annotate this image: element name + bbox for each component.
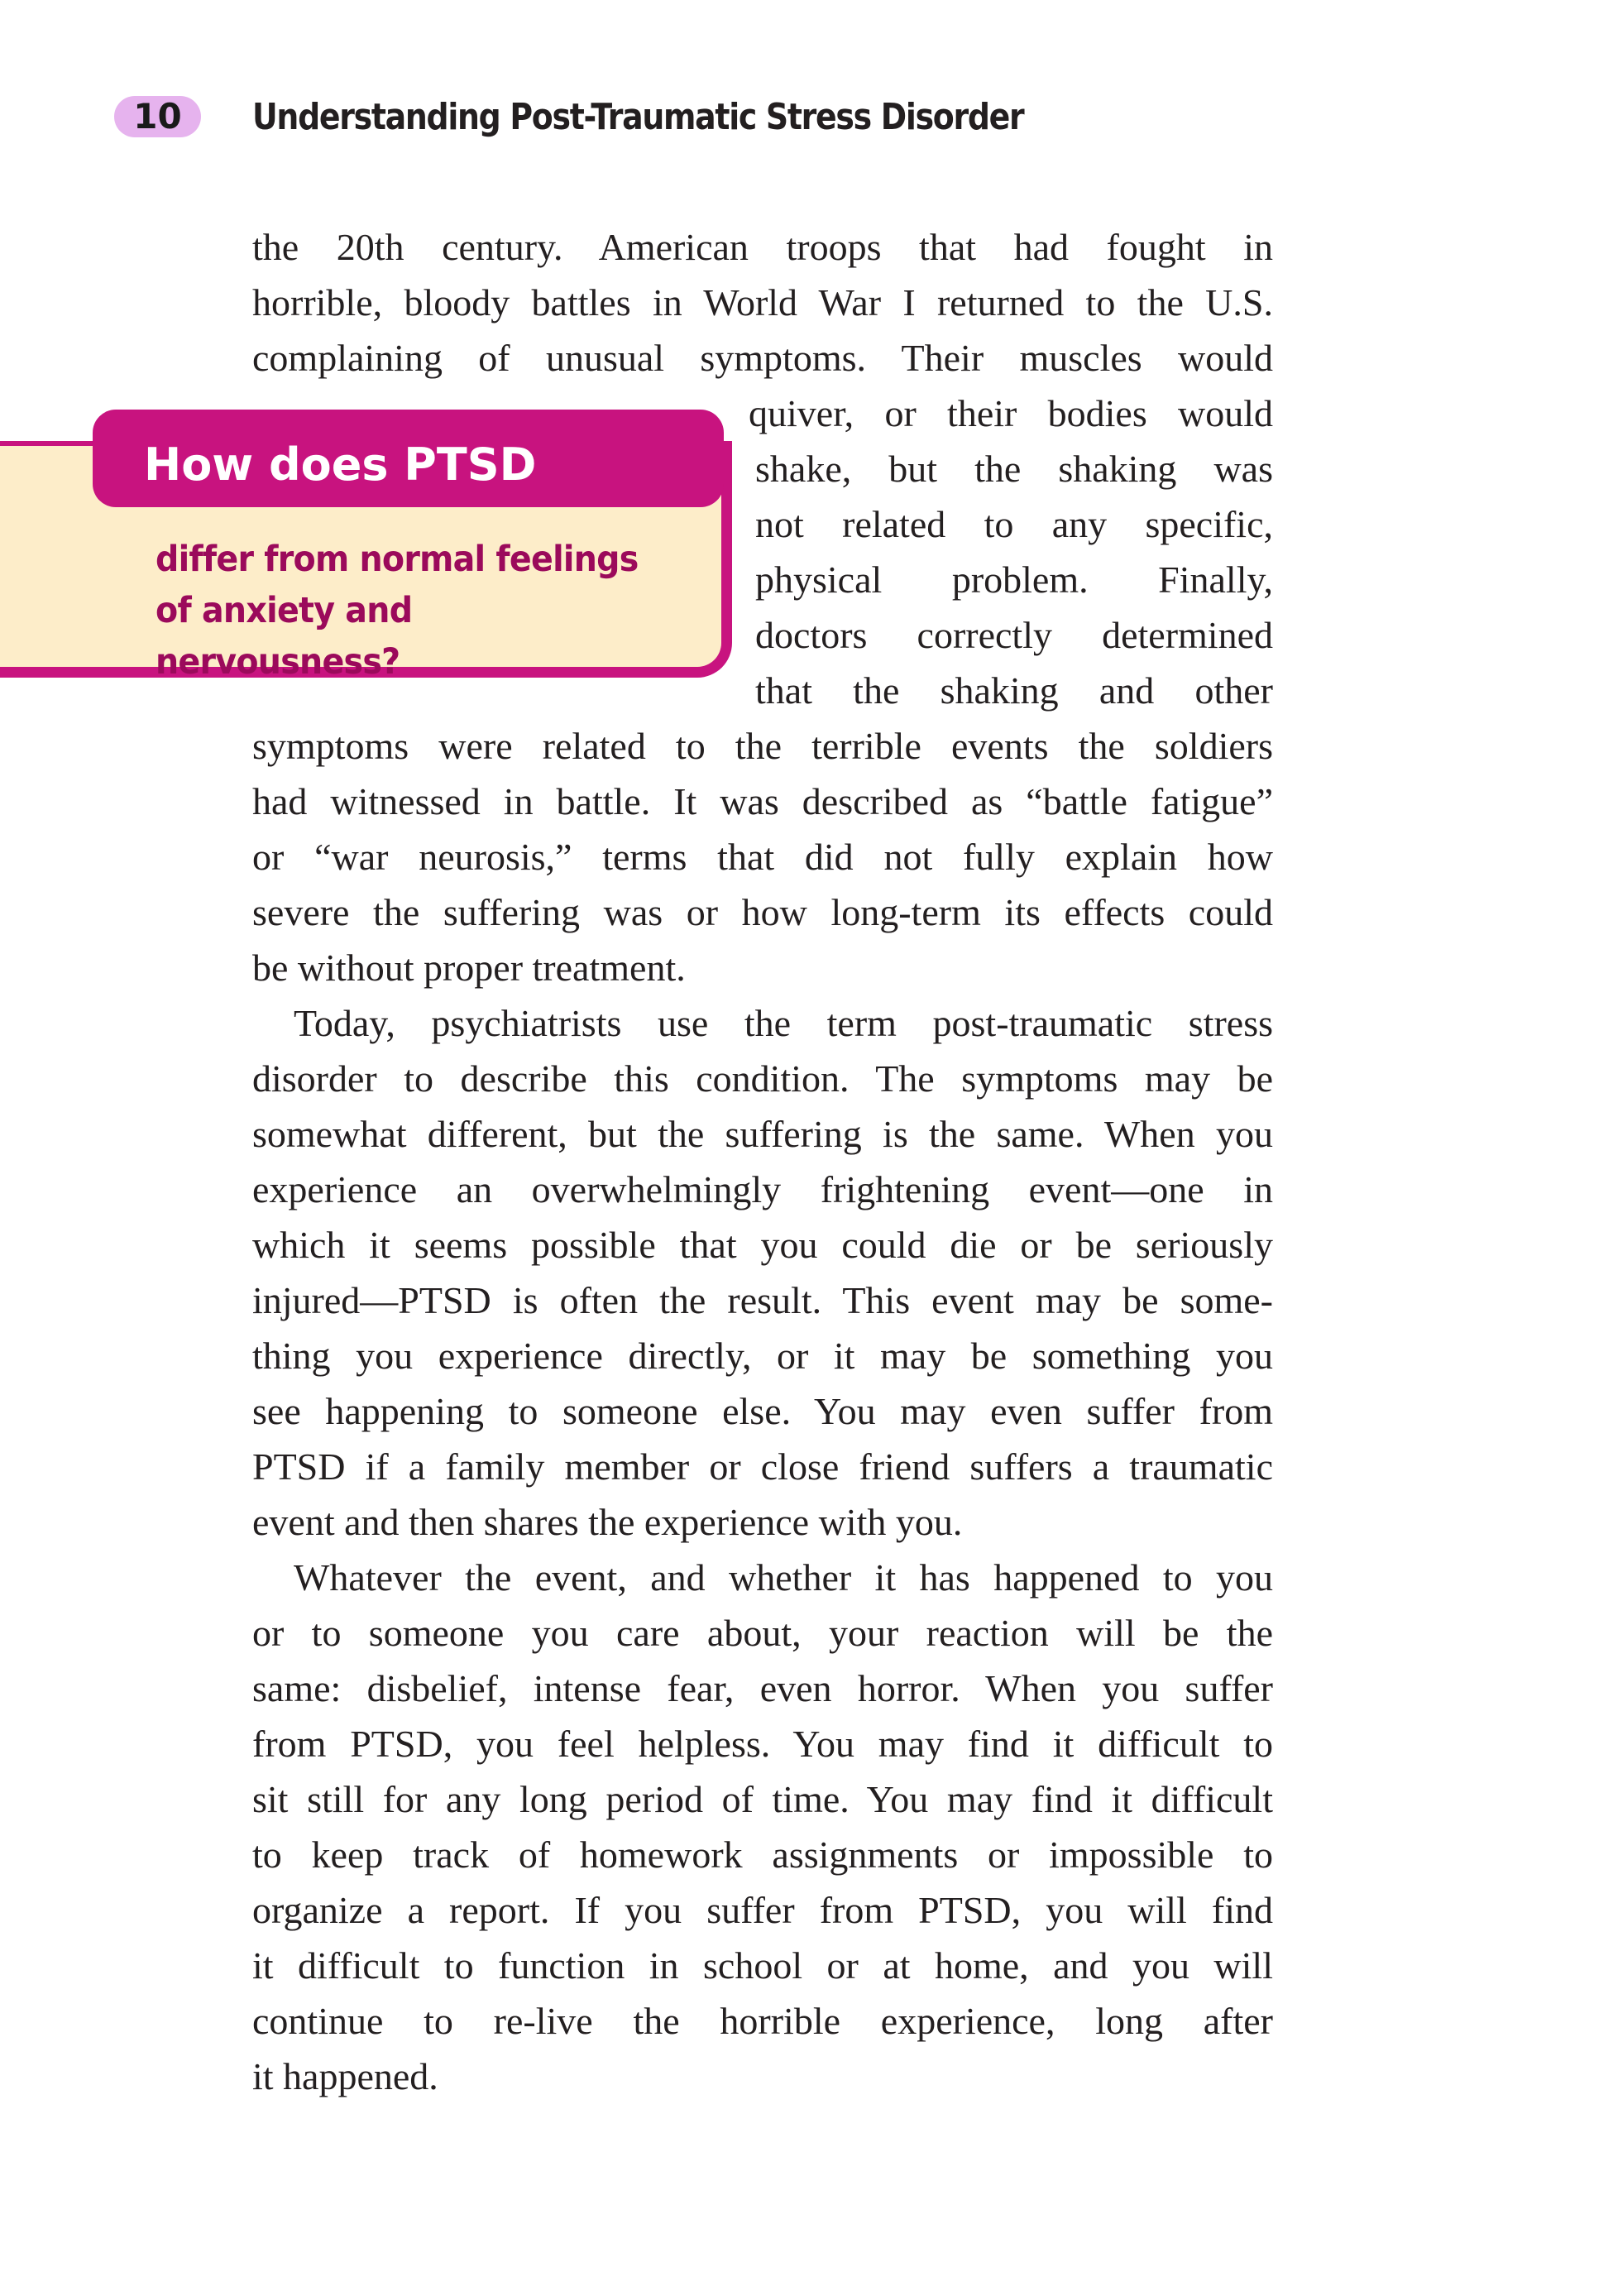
body-line: had witnessed in battle. It was described as “battle fatigue”	[252, 780, 1273, 822]
running-header	[114, 89, 1149, 144]
body-line: Today, psychiatrists use the term post-traumatic stress	[294, 1002, 1273, 1044]
body-line: doctors correctly determined	[755, 614, 1273, 656]
body-line: not related to any specific,	[755, 503, 1273, 545]
body-line: or “war neurosis,” terms that did not fully explain how	[252, 836, 1273, 878]
body-line: to keep track of homework assignments or impossible to	[252, 1833, 1273, 1876]
body-line: event and then shares the experience with you.	[252, 1501, 963, 1543]
body-line: injured—PTSD is often the result. This event may be some-	[252, 1279, 1273, 1321]
body-line: continue to re-live the horrible experience, long after	[252, 2000, 1273, 2042]
body-line: physical problem. Finally,	[755, 558, 1273, 601]
sidebar-question-text: differ from normal feelings of anxiety and nervousness?	[156, 539, 639, 683]
body-line: that the shaking and other	[755, 669, 1273, 712]
body-line: or to someone you care about, your reaction will be the	[252, 1612, 1273, 1654]
body-line: quiver, or their bodies would	[749, 392, 1273, 434]
page-number-badge: 10	[114, 96, 201, 137]
body-line: experience an overwhelmingly frightening event—one in	[252, 1168, 1273, 1210]
body-line: disorder to describe this condition. The symptoms may be	[252, 1057, 1273, 1100]
body-line: from PTSD, you feel helpless. You may find it difficult to	[252, 1723, 1273, 1765]
body-line: symptoms were related to the terrible events the soldiers	[252, 725, 1273, 767]
body-line: it difficult to function in school or at home, and you will	[252, 1944, 1273, 1987]
question-sidebar	[0, 410, 732, 689]
body-line: thing you experience directly, or it may be something you	[252, 1335, 1273, 1377]
body-line: same: disbelief, intense fear, even horror. When you suffer	[252, 1667, 1273, 1709]
body-line: it happened.	[252, 2055, 438, 2097]
body-line: Whatever the event, and whether it has happened to you	[294, 1556, 1273, 1599]
body-line: be without proper treatment.	[252, 947, 686, 989]
body-line: severe the suffering was or how long-term its effects could	[252, 891, 1273, 933]
body-line: horrible, bloody battles in World War I returned to the U.S.	[252, 281, 1273, 324]
body-line: shake, but the shaking was	[755, 448, 1273, 490]
body-line: which it seems possible that you could die or be seriously	[252, 1224, 1273, 1266]
body-line: PTSD if a family member or close friend suffers a traumatic	[252, 1445, 1273, 1488]
body-line: see happening to someone else. You may even suffer from	[252, 1390, 1273, 1432]
body-line: somewhat different, but the suffering is the same. When you	[252, 1113, 1273, 1155]
body-line: the 20th century. American troops that had fought in	[252, 226, 1273, 268]
sidebar-question-title: How does PTSD	[144, 439, 537, 491]
body-line: organize a report. If you suffer from PTSD, you will find	[252, 1889, 1273, 1931]
body-line: sit still for any long period of time. You may find it difficult	[252, 1778, 1273, 1820]
book-title: Understanding Post-Traumatic Stress Disorder	[252, 95, 1024, 138]
body-line: complaining of unusual symptoms. Their muscles would	[252, 337, 1273, 379]
